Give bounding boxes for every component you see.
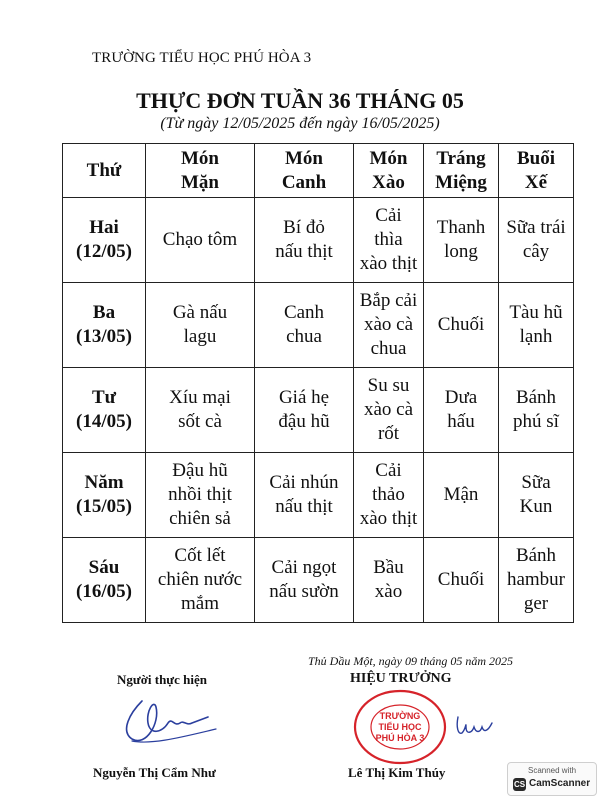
- soup-cell: Canh chua: [255, 283, 354, 368]
- day-cell: Tư (14/05): [63, 368, 146, 453]
- table-row: [63, 368, 574, 453]
- main-dish-cell: Đậu hũ nhồi thịt chiên sả: [146, 453, 255, 538]
- day-cell: Sáu (16/05): [63, 538, 146, 623]
- camscanner-brand: CamScanner: [529, 778, 591, 789]
- stir-fry-cell: Bầu xào: [354, 538, 424, 623]
- camscanner-icon: CS: [513, 780, 526, 789]
- school-stamp: [350, 688, 450, 766]
- day-cell: Năm (15/05): [63, 453, 146, 538]
- main-dish-cell: Chạo tôm: [146, 198, 255, 283]
- table-row: [63, 538, 574, 623]
- stir-fry-cell: Cải thìa xào thịt: [354, 198, 424, 283]
- afternoon-snack-cell: Bánh phú sĩ: [499, 368, 574, 453]
- menu-header-row: [63, 144, 574, 198]
- header-cell-afternoon-snack: Buổi Xế: [499, 144, 574, 198]
- stamp-line-2: TIỂU HỌC: [378, 722, 422, 732]
- preparer-role: Người thực hiện: [117, 672, 207, 687]
- page-title: THỰC ĐƠN TUẦN 36 THÁNG 05: [136, 88, 464, 113]
- day-cell: Ba (13/05): [63, 283, 146, 368]
- table-row: [63, 283, 574, 368]
- table-row: [63, 198, 574, 283]
- day-cell: Hai (12/05): [63, 198, 146, 283]
- place-date: Thủ Dầu Một, ngày 09 tháng 05 năm 2025: [308, 654, 513, 668]
- header-cell-main-dish: Món Mặn: [146, 144, 255, 198]
- dessert-cell: Mận: [424, 453, 499, 538]
- header-cell-day: Thứ: [63, 144, 146, 198]
- afternoon-snack-cell: Tàu hũ lạnh: [499, 283, 574, 368]
- soup-cell: Bí đỏ nấu thịt: [255, 198, 354, 283]
- main-dish-cell: Xíu mại sốt cà: [146, 368, 255, 453]
- principal-role: HIỆU TRƯỞNG: [350, 671, 452, 686]
- dessert-cell: Dưa hấu: [424, 368, 499, 453]
- stir-fry-cell: Bắp cải xào cà chua: [354, 283, 424, 368]
- header-cell-stir-fry: Món Xào: [354, 144, 424, 198]
- header-cell-soup: Món Canh: [255, 144, 354, 198]
- preparer-signature: [112, 693, 222, 751]
- date-range: (Từ ngày 12/05/2025 đến ngày 16/05/2025): [160, 115, 440, 132]
- afternoon-snack-cell: Sữa trái cây: [499, 198, 574, 283]
- afternoon-snack-cell: Sữa Kun: [499, 453, 574, 538]
- principal-signature: [452, 713, 497, 743]
- main-dish-cell: Gà nấu lagu: [146, 283, 255, 368]
- preparer-name: Nguyễn Thị Cẩm Như: [93, 765, 216, 780]
- stamp-line-3: PHÚ HÒA 3: [375, 733, 425, 743]
- dessert-cell: Thanh long: [424, 198, 499, 283]
- main-dish-cell: Cốt lết chiên nước mắm: [146, 538, 255, 623]
- dessert-cell: Chuối: [424, 283, 499, 368]
- principal-name: Lê Thị Kim Thúy: [348, 765, 446, 780]
- camscanner-caption: Scanned with: [527, 766, 577, 775]
- school-name: TRƯỜNG TIỂU HỌC PHÚ HÒA 3: [92, 50, 312, 66]
- dessert-cell: Chuối: [424, 538, 499, 623]
- soup-cell: Giá hẹ đậu hũ: [255, 368, 354, 453]
- stir-fry-cell: Cải thảo xào thịt: [354, 453, 424, 538]
- table-row: [63, 453, 574, 538]
- stamp-line-1: TRƯỜNG: [379, 711, 421, 721]
- afternoon-snack-cell: Bánh hambur ger: [499, 538, 574, 623]
- menu-table: [62, 143, 574, 623]
- camscanner-badge: [507, 762, 597, 796]
- soup-cell: Cải ngọt nấu sườn: [255, 538, 354, 623]
- stir-fry-cell: Su su xào cà rốt: [354, 368, 424, 453]
- soup-cell: Cải nhún nấu thịt: [255, 453, 354, 538]
- header-cell-dessert: Tráng Miệng: [424, 144, 499, 198]
